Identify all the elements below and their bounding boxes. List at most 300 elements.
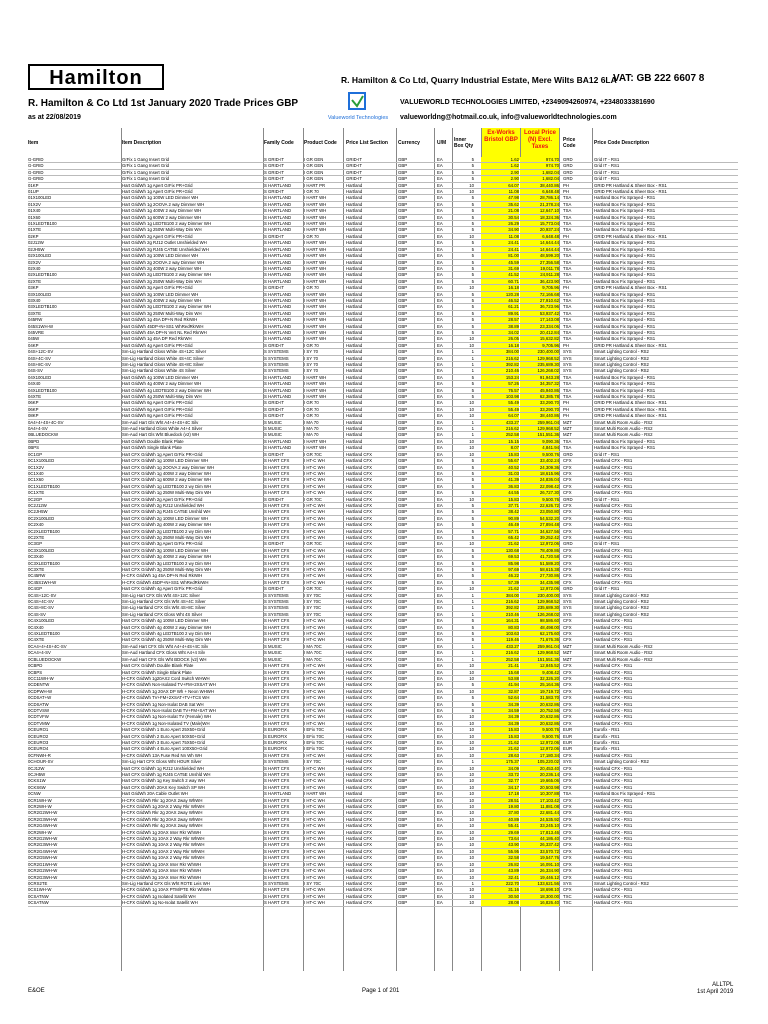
cell-local: 259,961.04 [520,420,559,425]
cell-exworks: 60.71 [481,279,519,284]
cell-item: 04X100LED [28,374,52,380]
cell-price-desc: Hartland CFX - RS1 [594,560,633,566]
cell-local: 24,911.28 [520,272,559,277]
cell-local: 259,961.04 [520,644,559,649]
cell-product: I HT-C WH [304,688,325,694]
cell-local: 129,968.52 [520,356,559,361]
cell-uom: EA [437,182,443,188]
cell-price-code: TSA [563,195,572,201]
cell-currency: GBP [398,707,408,713]
cell-item: 0C2X40 [28,522,44,528]
cell-inner: 5 [471,329,474,335]
distributor-email: valueworldng@hotmail.co.uk, info@valueworldtechnologies.com [400,114,617,121]
hamilton-logo [28,64,164,90]
cell-uom: EA [437,355,443,361]
cell-local: 34,357.32 [520,381,559,386]
cell-product: I HT-C WH [304,490,325,496]
cell-family: S HART CFX [264,900,290,906]
cell-local: 15,773.04 [520,221,559,226]
cell-price-desc: Hartland CFX - RS1 [594,477,633,483]
cell-exworks: 16.18 [481,343,519,348]
cell-family: S GRID-IT [264,285,285,291]
cell-price-desc: Hartland CFX - RS1 [594,893,633,899]
cell-exworks: 38.89 [481,324,519,329]
cell-uom: EA [437,285,443,291]
cell-section: Hartland CFX [346,496,373,502]
cell-uom: EA [437,278,443,284]
cell-inner: 5 [471,515,474,521]
col-price-desc: Price Code Description [594,140,650,146]
cell-exworks: 31.16 [481,887,519,892]
cell-item: 02XTE [28,278,42,284]
cell-product: I MA 70C [304,656,322,662]
cell-desc: H-CFX GridWh TV+FM+2XSAT+TV+TCS WH [122,695,210,701]
cell-price-code: CFX [563,887,572,893]
cell-item: 0C4S+8C-SV [28,605,54,611]
cell-local: 26,334.90 [520,868,559,873]
cell-price-code: TSA [563,317,572,323]
cell-product: I GR 70C [304,541,322,547]
cell-family: S SYSTEMS [264,362,289,367]
cell-product: I HART WH [304,329,327,335]
cell-local: 230,400.00 [520,349,559,354]
cell-section: Hartland CFX [346,522,373,528]
cell-currency: GBP [398,848,408,854]
cell-item: 0C2XLEDTB100 [28,528,60,534]
cell-item: 03XTE [28,310,42,316]
cell-local: 20,632.86 [520,714,559,719]
cell-product: I HT-C WH [304,836,325,842]
cell-section: Hartland CFX [346,816,373,822]
col-local: Local Price (N) Excl. Taxes [523,130,556,150]
cell-item: G-GRID [28,176,44,182]
hamilton-logo-text: Hamilton [49,67,143,89]
cell-price-desc: Hartland CFX - RS1 [594,675,633,681]
cell-exworks: 24.41 [481,240,519,245]
cell-price-desc: Smart Lighting Control - RS2 [594,611,649,617]
cell-inner: 5 [471,464,474,470]
cell-uom: EA [437,759,443,765]
cell-inner: 5 [471,573,474,579]
cell-item: 0C2GP [28,496,43,502]
cell-currency: GBP [398,746,408,752]
cell-product: I HT-C WH [304,874,325,880]
cell-price-desc: Hartland CFX - RS1 [594,682,633,688]
cell-inner: 5 [471,310,474,316]
cell-exworks: 8.07 [481,445,519,450]
cell-exworks: 41.39 [481,477,519,482]
cell-desc: Hart CFX GridWh 2g 250W Multi-Way Dim WH [122,534,212,540]
cell-product: I MA 70C [304,643,322,649]
cell-section: GRID-IT [346,163,362,169]
cell-desc: Sm-Lig Hartland Gloss White 4S+12C Silver [122,349,207,355]
cell-desc: Hart CFX GridWh 1g Key Switch 2 way WH [122,778,205,784]
cell-uom: EA [437,502,443,508]
cell-uom: EA [437,714,443,720]
cell-currency: GBP [398,534,408,540]
cell-item: 0C2JH5W [28,509,48,515]
cell-currency: GBP [398,336,408,342]
cell-product: I HT-C WH [304,816,325,822]
cell-price-code: CFX [563,515,572,521]
cell-product: I MA 70 [304,419,319,425]
cell-desc: H-CFX GridWh 4g 10AX 2 Way Rkr WhWH [122,848,205,854]
cell-price-code: CFX [563,567,572,572]
cell-currency: GBP [398,701,408,707]
cell-family: S SYSTEMS [264,605,289,611]
cell-product: I GR 70 [304,406,319,412]
cell-currency: GBP [398,522,408,528]
cell-price-desc: Smart Lighting Control - RS2 [594,355,649,361]
cell-desc: H-CFX GridWh 1g20AX2 Cord Switch WHWH [122,675,210,681]
cell-local: 151,551.36 [520,432,559,437]
cell-section: Hartland CFX [346,784,373,790]
cell-item: 0CR1WH-W [28,797,52,803]
cell-item: 0CBPD [28,663,43,669]
cell-exworks: 21.62 [481,586,519,591]
cell-family: S HARTLAND [264,265,292,271]
footer-right [697,982,733,996]
cell-local: 36,723.96 [520,304,559,309]
cell-product: I HT-C WH [304,477,325,483]
cell-price-desc: Hartland Box Fix Sprayed - RS1 [594,445,656,451]
cell-inner: 10 [469,772,474,777]
cell-item: 0CR2G3WH-W [28,816,58,822]
cell-desc: Hart CFX GridWh 3g 400W 2 way Dimmer WH [122,554,212,560]
cell-product: I HART WH [304,259,327,265]
cell-family: S HARTLAND [264,445,292,451]
cell-inner: 5 [471,291,474,297]
distributor-info: VALUEWORLD TECHNOLOGIES LIMITED, +2349094260974, +2348033381690 [400,99,655,106]
cell-local: 22,098.42 [520,484,559,489]
cell-section: Hartland [346,355,363,361]
cell-inner: 5 [471,522,474,528]
cell-uom: EA [437,682,443,688]
cell-exworks: 64.07 [481,183,519,188]
cell-currency: GBP [398,688,408,694]
cell-currency: GBP [398,720,408,726]
cell-family: S HART CFX [264,804,290,810]
cell-uom: EA [437,329,443,335]
cell-item: 0C1X60 [28,477,44,483]
cell-exworks: 46.49 [481,522,519,527]
cell-section: Hartland CFX [346,599,373,605]
cell-price-desc: Hartland Box Fix Sprayed - RS1 [594,310,656,316]
cell-uom: EA [437,214,443,220]
cell-local: 20,503.98 [520,785,559,790]
cell-product: I HART WH [304,394,327,400]
cell-price-desc: Hartland Box Fix Sprayed - RS1 [594,394,656,400]
cell-product: I HT-C WH [304,823,325,829]
cell-exworks: 252.58 [481,657,519,662]
cell-price-desc: Hartland CFX - RS1 [594,669,633,675]
cell-price-desc: Hartland CFX - RS1 [594,579,633,585]
cell-price-code: CFX [563,579,572,585]
cell-section: Hartland CFX [346,855,373,861]
cell-inner: 10 [469,887,474,893]
cell-family: S HART CFX [264,887,290,893]
cell-currency: GBP [398,868,408,874]
cell-section: Hartland CFX [346,477,373,483]
cell-exworks: 210.46 [481,612,519,617]
cell-currency: GBP [398,739,408,745]
cell-inner: 1 [471,611,474,617]
cell-price-desc: Hartland CFX - RS1 [594,810,633,816]
cell-item: 0CC11WH-W [28,675,54,681]
cell-price-code: SYS [563,599,572,605]
cell-product: I HT-C WH [304,483,325,489]
cell-local: 19,547.76 [520,855,559,860]
cell-exworks: 21.62 [481,746,519,751]
valueworld-logo [325,92,391,124]
cell-inner: 5 [471,169,474,175]
cell-price-desc: Hartland CFX - RS1 [594,663,633,669]
cell-currency: GBP [398,631,408,637]
cell-family: S HART CFX [264,861,290,867]
cell-price-desc: Hartland CFX - RS1 [594,618,633,624]
cell-price-desc: Hartland CFX - RS1 [594,900,633,906]
cell-currency: GBP [398,291,408,297]
cell-family: S MUSIC [264,643,282,649]
cell-exworks: 384.00 [481,593,519,598]
cell-inner: 1 [471,349,474,355]
cell-local: 17,813.46 [520,830,559,835]
cell-inner: 1 [471,656,474,662]
cell-item: 03KP [28,285,39,291]
cell-price-code: TSA [563,291,572,297]
cell-exworks: 34.90 [481,227,519,232]
cell-exworks: 41.94 [481,682,519,687]
cell-currency: GBP [398,669,408,675]
cell-product: I HT-C WH [304,522,325,528]
cell-inner: 5 [471,163,474,169]
cell-price-code: GRD [563,169,573,175]
cell-uom: EA [437,752,443,758]
cell-price-desc: Hartland CFX - RS1 [594,573,633,579]
cell-currency: GBP [398,784,408,790]
cell-uom: EA [437,349,443,355]
cell-price-code: PH [563,233,569,239]
cell-exworks: 216.62 [481,650,519,655]
cell-desc: Hart CFX GridWh 3 Euro Apert 75X50+Grid [122,739,205,745]
cell-price-code: EUR [563,746,573,752]
cell-product: I HART WH [304,208,327,214]
cell-exworks: 47.98 [481,195,519,200]
cell-desc: Hart CFX GridWh 3g LEDTB100 2 wy Dim WH [122,560,212,566]
cell-item: 0CDSATW [28,701,49,707]
cell-product: I SY 70 [304,368,319,374]
cell-desc: H-CFX GridWh Rkr 1g 20AX 2way WhWH [122,797,203,803]
cell-section: Hartland CFX [346,720,373,726]
cell-inner: 5 [471,246,474,252]
cell-price-desc: Hartland CFX - RS1 [594,778,633,784]
cell-price-desc: Smart Lighting Control - RS2 [594,349,649,355]
cell-local: 26,337.42 [520,842,559,847]
cell-local: 18,300.00 [520,894,559,899]
cell-price-desc: Smart Multi Room Audio - RS2 [594,419,653,425]
cell-desc: Hart GridWh 2g 400W 2 way Dimmer WH [122,265,202,271]
cell-section: Hartland CFX [346,733,373,739]
cell-desc: H-CFX GridWh 1g Isolated Satellit WH [122,893,196,899]
cell-inner: 1 [471,432,474,438]
cell-exworks: 19.80 [481,804,519,809]
cell-price-code: TSA [563,208,572,214]
cell-section: Hartland CFX [346,663,373,669]
cell-local: 28,786.14 [520,195,559,200]
cell-desc: Hart CFX GridWh 3g Apert GrFix PR+Grid [122,541,203,547]
cell-product: I HT-C WH [304,861,325,867]
cell-family: S HARTLAND [264,227,292,233]
cell-price-code: CFX [563,714,572,720]
cell-inner: 5 [471,567,474,572]
cell-inner: 5 [471,304,474,310]
cell-product: I EFix 70C [304,733,325,739]
cell-uom: EA [437,240,443,246]
cell-uom: EA [437,663,443,669]
cell-currency: GBP [398,586,408,592]
cell-desc: Hart GridWh 6g Apert GrFix PR+Grid [122,406,193,412]
cell-family: S HARTLAND [264,182,292,188]
cell-inner: 10 [469,842,474,848]
cell-local: 27,730.86 [520,573,559,578]
cell-uom: EA [437,522,443,528]
cell-section: Hartland CFX [346,682,373,688]
cell-section: Hartland CFX [346,631,373,637]
cell-local: 33,290.70 [520,400,559,405]
cell-desc: Hart GridWh 4g 250W Multi-Way Dim WH [122,394,202,400]
cell-price-desc: Hartland CFX - RS1 [594,464,633,470]
cell-price-desc: Hartland CFX - RS1 [594,483,633,489]
cell-local: 133,621.56 [520,881,559,886]
cell-price-desc: Eurofix - RS1 [594,727,620,733]
cell-product: I HART WH [304,246,327,252]
cell-section: Hartland CFX [346,554,373,560]
cell-price-desc: GRID PR Hartland & Sheer Box - RS1 [594,285,667,291]
cell-product: I EFix 70C [304,746,325,752]
cell-product: I HT-C WH [304,887,325,893]
cell-uom: EA [437,631,443,637]
cell-uom: EA [437,201,443,207]
cell-section: Hartland [346,208,363,214]
cell-product: I GR 70 [304,189,319,195]
cell-currency: GBP [398,547,408,553]
cell-uom: EA [437,208,443,214]
cell-price-desc: Hartland Box Fix Sprayed - RS1 [594,240,656,246]
cell-family: S GRID-IT [264,189,285,195]
cell-inner: 5 [471,253,474,259]
cell-price-code: TSA [563,214,572,220]
cell-local: 38,440.86 [520,413,559,418]
cell-desc: Hart GridWh 1g 45A DP Red RkrWH [122,336,192,342]
cell-family: S HART CFX [264,688,290,694]
cell-product: I HT-C WH [304,900,325,906]
cell-product: I HART WH [304,381,327,387]
cell-price-code: TSA [563,394,572,400]
cell-uom: EA [437,791,443,797]
cell-product: I HART WH [304,195,327,201]
cell-family: S HARTLAND [264,310,292,316]
cell-uom: EA [437,304,443,310]
cell-currency: GBP [398,201,408,207]
cell-price-desc: Hartland Box Fix Sprayed - RS1 [594,278,656,284]
cell-item: 01X40 [28,208,41,214]
cell-desc: Hart CFX GridWh 4g Apert GrFix PR+Grid [122,586,203,592]
cell-exworks: 57.39 [481,580,519,585]
table-header [28,128,738,160]
cell-family: S HART CFX [264,528,290,534]
cell-exworks: 38.42 [481,509,519,514]
cell-price-code: TSA [563,374,572,380]
cell-uom: EA [437,381,443,387]
cell-local: 24,836.04 [520,477,559,482]
cell-exworks: 33.72 [481,772,519,777]
cell-section: Hartland CFX [346,669,373,675]
cell-desc: Hart CFX GridWh 1g RJ12 Unshielded WH [122,765,204,771]
cell-currency: GBP [398,445,408,451]
cell-exworks: 130.68 [481,548,519,553]
cell-desc: H-CFX GridWh 1g 20AX Inter Rkr WhWH [122,829,202,835]
cell-exworks: 21.62 [481,740,519,745]
cell-family: S HART CFX [264,778,290,784]
cell-local: 12,845.52 [520,663,559,668]
cell-desc: Sm-Lig Hartland CFX Gls Wht ROTE Leis WH [122,880,210,886]
cell-item: 01X60 [28,214,41,220]
cell-product: I GR GEN [304,169,324,175]
cell-uom: EA [437,656,443,662]
cell-local: 33,570.72 [520,849,559,854]
cell-desc: Sm-Aud Hart CFX Gls Wht BDOCK (v2) WH [122,656,207,662]
cell-item: 0CS1WH-W [28,887,52,893]
cell-desc: Hart CFX GridWh 1g 600W 2 way Dimmer WH [122,477,212,483]
cell-local: 129,968.52 [520,650,559,655]
cell-item: 02X2V [28,259,41,265]
cell-uom: EA [437,887,443,893]
cell-inner: 1 [471,368,474,374]
cell-section: Hartland CFX [346,490,373,496]
cell-product: I SY 70C [304,611,322,617]
cell-item: 0CRS2TE [28,880,48,886]
cell-uom: EA [437,784,443,790]
cell-family: S HARTLAND [264,214,292,220]
cell-section: Hartland [346,240,363,246]
cell-inner: 10 [469,342,474,348]
cell-family: S HART CFX [264,714,290,720]
cell-section: Hartland CFX [346,836,373,842]
cell-item: 0C4XTE [28,637,45,643]
cell-family: S GRID-IT [264,157,285,162]
cell-price-code: SYS [563,880,572,886]
cell-uom: EA [437,836,443,842]
cell-exworks: 32.87 [481,689,519,694]
cell-currency: GBP [398,297,408,303]
cell-desc: H-CFX GridWh 5g 10AX 2 Way Rkr WhWH [122,855,205,861]
cell-item: 0C2XTE [28,534,45,540]
cell-item: 0C3X100LED [28,547,55,553]
cell-product: I GR 70 [304,400,319,406]
cell-exworks: 52.64 [481,695,519,700]
cell-inner: 5 [471,297,474,303]
cell-inner: 10 [469,868,474,874]
cell-section: Hartland [346,201,363,207]
cell-item: 0CEURO4 [28,746,49,752]
cell-price-code: TXC [563,900,572,906]
cell-desc: Sm-Aud Hartland CFX Gloss Wht A4+4 Silv [122,650,205,656]
cell-price-desc: Hartland CFX - RS1 [594,772,633,777]
col-section: Price List Section [346,140,388,146]
cell-section: Hartland [346,387,363,393]
cell-section: Hartland CFX [346,611,373,617]
cell-currency: GBP [398,893,408,899]
